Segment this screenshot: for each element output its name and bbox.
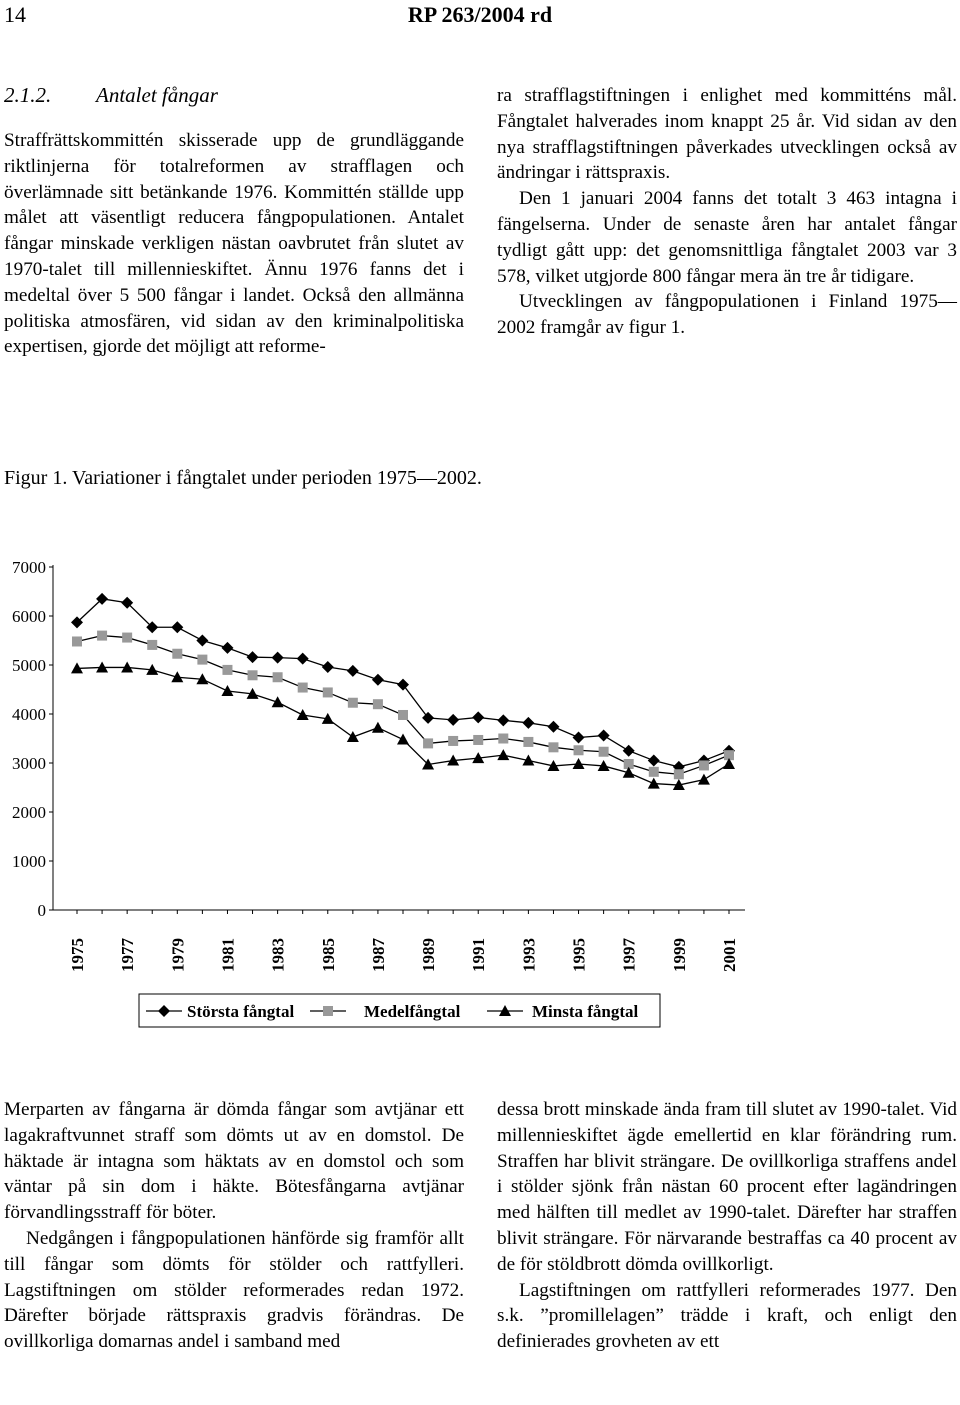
- square-marker: [197, 655, 207, 665]
- triangle-marker: [397, 733, 409, 744]
- series-diamond: [71, 593, 735, 773]
- paragraph: Merparten av fångarna är dömda fångar som avtjänar ett lagakraftvunnet straff som dömts ut av en domstol. De häktade är intagna som häktats av en domstol och som väntar på sin dom i häkte. Bötesfångarna avtjänar förvandlingsstraff för böter.: [4, 1099, 464, 1224]
- y-tick-label: 6000: [12, 607, 46, 626]
- square-marker: [599, 747, 609, 757]
- column-bottom-right: [497, 1097, 957, 1355]
- square-marker: [674, 769, 684, 779]
- x-tick-label: 1983: [268, 938, 288, 972]
- triangle-marker: [698, 774, 710, 785]
- page-number: 14: [4, 2, 26, 27]
- square-marker: [348, 698, 358, 708]
- column-top-right: [497, 83, 957, 341]
- diamond-marker: [272, 652, 284, 664]
- triangle-marker: [372, 722, 384, 733]
- square-marker: [699, 760, 709, 770]
- legend-label: Största fångtal: [187, 1002, 295, 1021]
- figure-caption: Figur 1. Variationer i fångtalet under perioden 1975—2002.: [4, 467, 482, 489]
- square-marker: [574, 745, 584, 755]
- diamond-marker: [447, 714, 459, 726]
- square-marker: [398, 710, 408, 720]
- paragraph: Utvecklingen av fångpopulationen i Finland 1975—2002 framgår av figur 1.: [497, 291, 957, 339]
- diamond-marker: [648, 755, 660, 767]
- paragraph: Lagstiftningen om rattfylleri reformerades 1977. Den s.k. ”promillelagen” trädde i kraft, och enligt den definierades grovheten av ett: [497, 1279, 957, 1353]
- square-marker: [97, 631, 107, 641]
- diamond-marker: [547, 721, 559, 733]
- square-marker: [147, 640, 157, 650]
- y-tick-label: 5000: [12, 656, 46, 675]
- paragraph: ra strafflagstiftningen i enlighet med kommitténs mål. Fångtalet halverades inom knappt 25 år. Vid sidan av den nya strafflagstiftningen påverkades utvecklingen också av ändringar i rättspraxis.: [497, 85, 957, 184]
- square-marker: [523, 737, 533, 747]
- diamond-marker: [171, 621, 183, 633]
- diamond-marker: [422, 712, 434, 724]
- square-marker: [373, 699, 383, 709]
- column-bottom-left: [4, 1097, 464, 1355]
- diamond-marker: [497, 714, 509, 726]
- x-tick-label: 1985: [318, 938, 338, 972]
- diamond-marker: [573, 732, 585, 744]
- x-tick-label: 1997: [619, 938, 639, 972]
- square-marker: [548, 742, 558, 752]
- section-heading: [4, 83, 218, 108]
- section-title: Antalet fångar: [96, 83, 218, 107]
- square-marker: [323, 687, 333, 697]
- x-tick-label: 1981: [218, 938, 238, 972]
- square-marker: [298, 683, 308, 693]
- diamond-marker: [297, 653, 309, 665]
- legend-label: Minsta fångtal: [532, 1002, 639, 1021]
- triangle-marker: [272, 696, 284, 707]
- x-tick-label: 1993: [519, 938, 539, 972]
- y-tick-label: 0: [37, 901, 46, 920]
- diamond-marker: [247, 651, 259, 663]
- x-tick-label: 1989: [419, 938, 439, 972]
- paragraph: Nedgången i fångpopulationen hänförde sig framför allt till fångar som dömts för stölder och rattfylleri. Lagstiftningen om stölder reformerades redan 1972. Därefter började rättspraxis gradvis förändras. De ovillkorliga domarnas andel i samband med: [4, 1227, 464, 1353]
- section-number: 2.1.2.: [4, 83, 52, 107]
- diamond-marker: [347, 665, 359, 677]
- triangle-marker: [221, 685, 233, 696]
- square-marker: [448, 736, 458, 746]
- diamond-marker: [598, 730, 610, 742]
- x-tick-label: 1979: [168, 938, 188, 972]
- diamond-marker: [196, 635, 208, 647]
- paragraph: Den 1 januari 2004 fanns det totalt 3 463 intagna i fängelserna. Under de senaste åren har antalet fångar tydligt gått upp: det genomsnittliga fångtalet 2003 var 3 578, vilket utgjorde 800 fångar mera än tre år tidigare.: [497, 188, 957, 287]
- diamond-marker: [472, 711, 484, 723]
- square-marker: [473, 735, 483, 745]
- x-tick-label: 1975: [68, 938, 87, 972]
- paragraph: dessa brott minskade ända fram till slutet av 1990-talet. Vid millennieskiftet ägde emellertid en klar förändring rum. Straffen har blivit strängare. De ovillkorliga straffens andel i stölder sjönk från nästan 60 procent efter lagändringen med hälften till medlet av 1990-talet. Därefter har straffen blivit strängare. För närvarande bestraffas ca 40 procent av de för stöldbrott dömda ovillkorligt.: [497, 1099, 957, 1275]
- x-tick-label: 1995: [569, 938, 589, 972]
- square-marker: [323, 1006, 333, 1016]
- square-marker: [423, 738, 433, 748]
- paragraph: Straffrättskommittén skisserade upp de grundläggande riktlinjerna för totalreformen av strafflagen och överlämnade sitt betänkande 1976. Kommittén ställde upp målet att väsentligt reducera fångpopulationen. Antalet fångar minskade verkligen nästan oavbrutet från slutet av 1970-talet till millennieskiftet. Ännu 1976 fanns det i medeltal över 5 500 fångar i landet. Också den allmänna politiska atmosfären, vid sidan av den kriminalpolitiska expertisen, gjorde det möjligt att reforme-: [4, 130, 464, 358]
- square-marker: [273, 672, 283, 682]
- diamond-marker: [397, 679, 409, 691]
- diamond-marker: [158, 1005, 170, 1017]
- diamond-marker: [221, 642, 233, 654]
- square-marker: [122, 633, 132, 643]
- square-marker: [248, 670, 258, 680]
- triangle-marker: [648, 778, 660, 789]
- diamond-marker: [623, 745, 635, 757]
- square-marker: [222, 665, 232, 675]
- x-tick-label: 1991: [469, 938, 489, 972]
- square-marker: [72, 636, 82, 646]
- y-tick-label: 3000: [12, 754, 46, 773]
- diamond-marker: [522, 717, 534, 729]
- column-top-left: [4, 128, 464, 360]
- square-marker: [649, 767, 659, 777]
- diamond-marker: [372, 674, 384, 686]
- square-marker: [498, 734, 508, 744]
- x-tick-label: 1987: [368, 938, 388, 972]
- y-tick-label: 4000: [12, 705, 46, 724]
- legend-label: Medelfångtal: [364, 1002, 461, 1021]
- triangle-marker: [171, 671, 183, 682]
- triangle-marker: [347, 731, 359, 742]
- x-tick-label: 1977: [118, 938, 138, 972]
- x-tick-label: 2001: [720, 938, 739, 972]
- diamond-marker: [322, 661, 334, 673]
- series-square: [72, 631, 734, 780]
- triangle-marker: [497, 749, 509, 760]
- x-tick-label: 1999: [669, 938, 689, 972]
- y-tick-label: 2000: [12, 803, 46, 822]
- triangle-marker: [297, 709, 309, 720]
- y-tick-label: 1000: [12, 852, 46, 871]
- y-tick-label: 7000: [12, 558, 46, 577]
- document-title: RP 263/2004 rd: [407, 2, 553, 27]
- triangle-marker: [573, 758, 585, 769]
- square-marker: [172, 649, 182, 659]
- prisoner-count-line-chart: [0, 540, 960, 1060]
